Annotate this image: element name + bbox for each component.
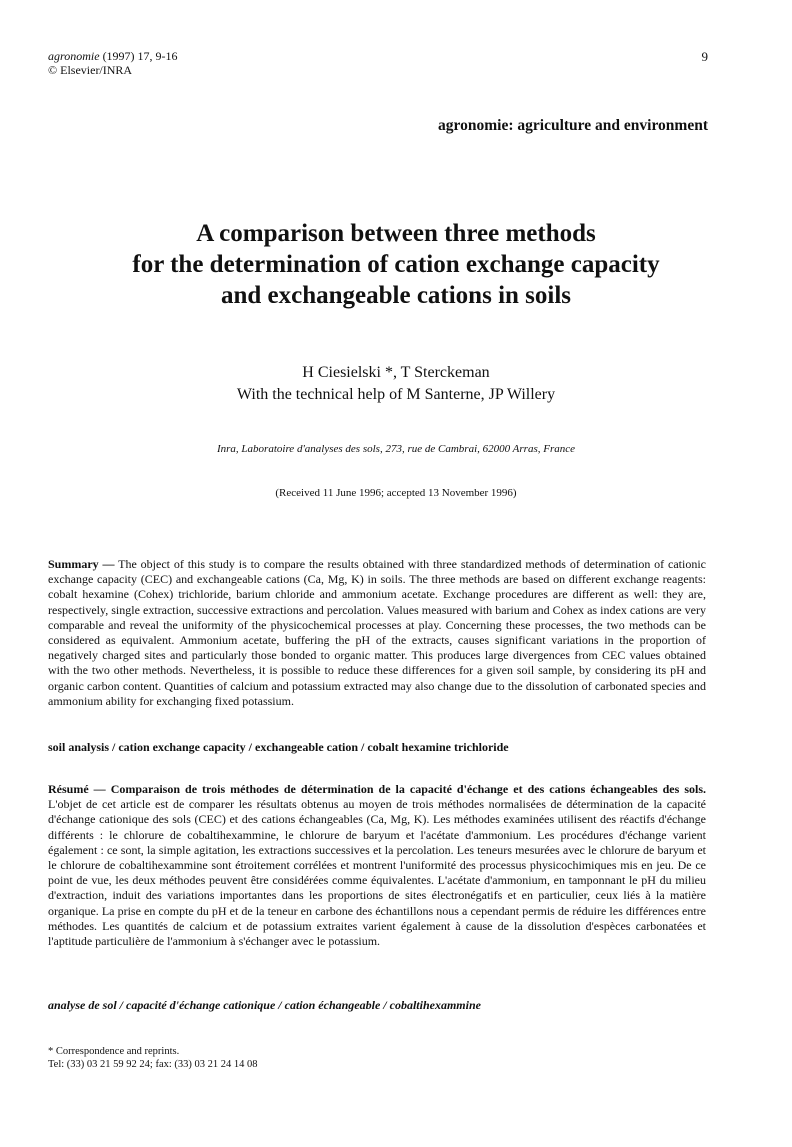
copyright-notice: © Elsevier/INRA (48, 63, 133, 77)
title-line-1: A comparison between three methods (196, 220, 596, 247)
correspondence-footnote (48, 1045, 258, 1071)
authors: H Ciesielski *, T Sterckeman (302, 364, 490, 381)
received-dates: (Received 11 June 1996; accepted 13 November 1996) (275, 487, 517, 499)
footnote-correspondence: * Correspondence and reprints. (48, 1046, 180, 1057)
summary-paragraph (48, 557, 706, 709)
technical-help: With the technical help of M Santerne, JP Willery (236, 386, 556, 403)
journal-reference (48, 49, 178, 77)
resume-heading: Résumé — Comparaison de trois méthodes de détermination de la capacité d'échange et des cations échangeables des sols. (48, 782, 706, 796)
journal-citation (48, 49, 178, 63)
footnote-contact: Tel: (33) 03 21 59 92 24; fax: (33) 03 21 24 14 08 (48, 1059, 258, 1070)
resume-text: L'objet de cet article est de comparer les résultats obtenus au moyen de trois méthodes normalisées de détermination de la capacité d'échange cationique des sols (CEC) et des cations échangeables (Ca, Mg, K). Les méthodes examinées utilisent des réactifs d'échange différents : le chlorure de cobaltihexammine, le chlorure de baryum et l'acétate d'ammonium. Les procédures d'échange varient également : ce sont, la simple agitation, les extractions successives et la percolation. Les teneurs mesurées avec le chlorure de baryum et le chlorure de cobaltihexammine sont étroitement corrélées et montrent l'uniformité des processus physicochimiques mis en jeu. De ce point de vue, les deux méthodes peuvent être considérées comme équivalentes. L'acétate d'ammonium, en tamponnant le pH du milieu d'extraction, induit des variations importantes dans les proportions de sites électronégatifs et en particulier, ceux liés à la matière organique. La prise en compte du pH et de la teneur en carbone des échantillons nous a cependant permis de réduire les différences entre méthodes. Les quantités de calcium et de potassium extraites varient également à cause de la dissolution d'espèces carbonatées et l'aptitude particulière de l'ammonium à s'échanger avec le potassium. (48, 797, 706, 949)
french-keywords: analyse de sol / capacité d'échange cationique / cation échangeable / cobaltihexammine (48, 998, 481, 1012)
journal-name: agronomie (48, 49, 100, 63)
resume-paragraph (48, 782, 706, 949)
title-line-3: and exchangeable cations in soils (220, 282, 572, 309)
author-block (40, 362, 752, 406)
title-line-2: for the determination of cation exchange capacity (132, 251, 660, 278)
summary-text: The object of this study is to compare the results obtained with three standardized methods of determination of cationic exchange capacity (CEC) and exchangeable cations (Ca, Mg, K) in soils. The three methods are based on different exchange reagents: cobalt hexamine (Cohex) trichloride, barium chloride and ammonium acetate. Exchange procedures are different as well: they are, respectively, single extraction, successive extractions and percolation. Values measured with barium and Cohex as index cations are very comparable and reveal the uniformity of the physicochemical processes at play. Concerning these processes, the two methods can be considered as equivalent. Ammonium acetate, buffering the pH of the extracts, causes significant variations in the proportion of negatively charged sites and particularly those bonded to organic matter. This produces large divergences from CEC values obtained with the two other methods. Nevertheless, it is possible to reduce these differences for a given soil sample, by considering its pH and organic carbon content. Quantities of calcium and potassium extracted may also change due to the dissolution of carbonated species and ammonium ability for exchanging fixed potassium. (48, 557, 707, 708)
article-title (40, 218, 752, 311)
journal-section: agronomie: agriculture and environment (438, 117, 708, 134)
english-keywords: soil analysis / cation exchange capacity / exchangeable cation / cobalt hexamine trichloride (48, 740, 509, 754)
journal-volume-pages: (1997) 17, 9-16 (99, 49, 178, 63)
affiliation: Inra, Laboratoire d'analyses des sols, 273, rue de Cambrai, 62000 Arras, France (216, 443, 575, 455)
summary-heading: Summary — (48, 557, 115, 571)
page-number: 9 (701, 49, 708, 64)
